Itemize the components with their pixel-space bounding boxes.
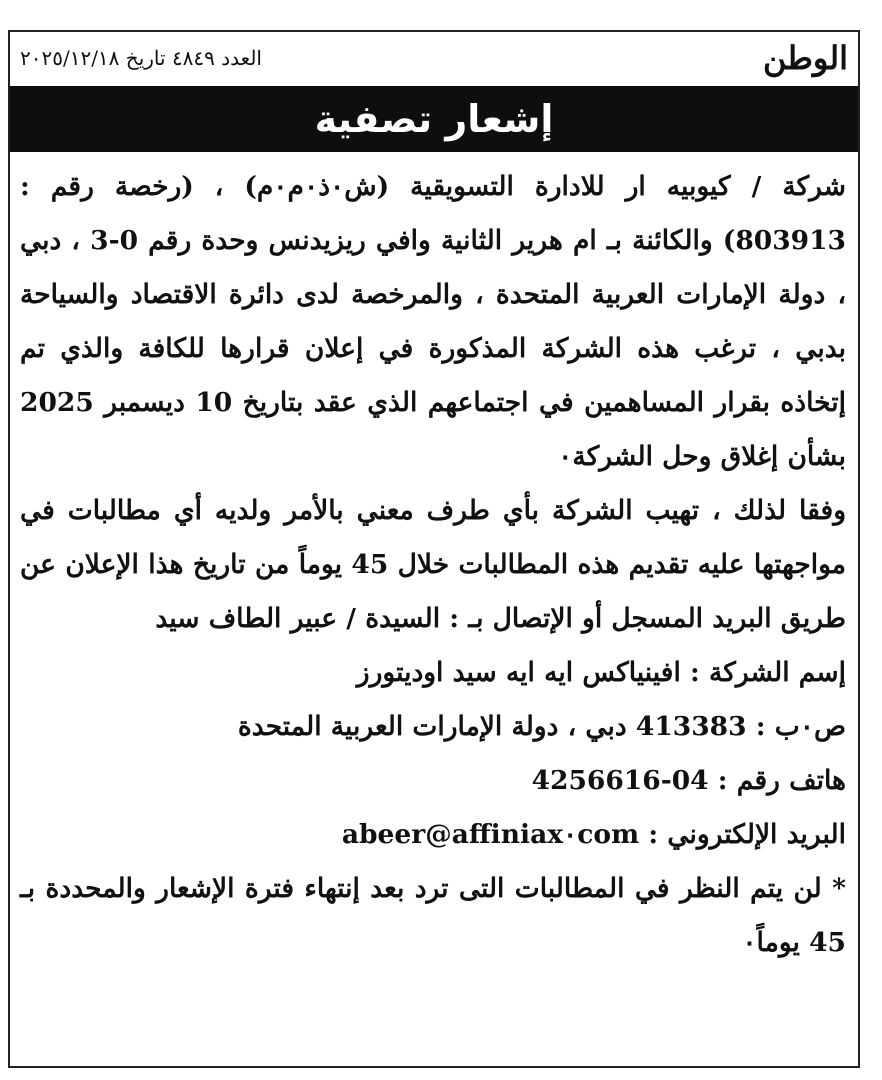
email-line: البريد الإلكتروني : abeer@affiniax٠com (341, 819, 846, 850)
notice-frame (8, 30, 860, 1068)
notice-footnote: * لن يتم النظر في المطالبات التى ترد بعد إنتهاء فترة الإشعار والمحددة بـ 45 يوماً٠ (20, 873, 846, 958)
contact-info (20, 646, 846, 862)
notice-paragraph-2: وفقا لذلك ، تهيب الشركة بأي طرف معني بالأمر ولديه أي مطالبات في مواجهتها عليه تقديم هذه المطالبات خلال 45 يوماً من تاريخ هذا الإعلان عن طريق البريد المسجل أو الإتصال بـ : السيدة / عبير الطاف سيد (20, 495, 847, 634)
pobox-line: ص٠ب : 413383 دبي ، دولة الإمارات العربية المتحدة (237, 711, 846, 742)
notice-paragraph-1: شركة / كيوبيه ار للادارة التسويقية (ش٠ذ٠م٠م) ، (رخصة رقم : 803913) والكائنة بـ ام هرير الثانية وافي ريزيدنس وحدة رقم 0-3 ، دبي ، دولة الإمارات العربية المتحدة ، والمرخصة لدى دائرة الاقتصاد والسياحة بدبي ، ترغب هذه الشركة المذكورة في إعلان قرارها للكافة والذي تم إتخاذه بقرار المساهمين في اجتماعهم الذي عقد بتاريخ 10 ديسمبر 2025 بشأن إغلاق وحل الشركة٠ (20, 171, 846, 472)
phone-line: هاتف رقم : 04-4256616 (531, 765, 846, 796)
newspaper-masthead: الوطن (763, 39, 848, 77)
newspaper-header (10, 32, 858, 86)
notice-title: إشعار تصفية (10, 86, 858, 152)
company-name-line: إسم الشركة : افينياكس ايه ايه سيد اوديتورز (356, 657, 846, 688)
issue-date: العدد ٤٨٤٩ تاريخ ٢٠٢٥/١٢/١٨ (20, 46, 262, 70)
notice-body (10, 152, 858, 970)
